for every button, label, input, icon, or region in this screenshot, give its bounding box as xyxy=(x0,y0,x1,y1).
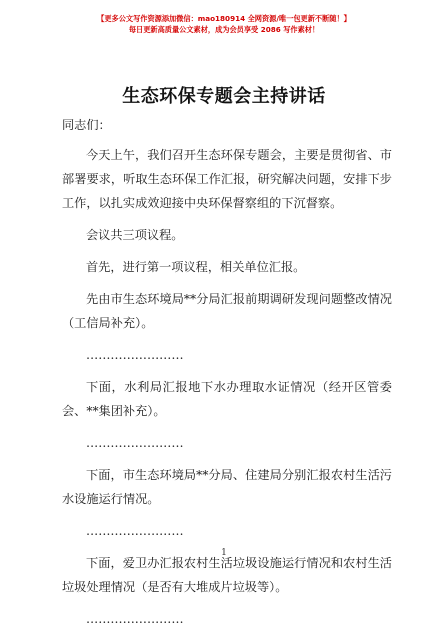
paragraph: 下面，市生态环境局**分局、住建局分别汇报农村生活污水设施运行情况。 xyxy=(62,468,392,506)
paragraph: 会议共三项议程。 xyxy=(86,228,184,242)
paragraph: 首先，进行第一项议程，相关单位汇报。 xyxy=(86,260,306,274)
ellipsis-line: …………………… xyxy=(86,436,184,450)
page-number: 1 xyxy=(221,548,227,558)
document-body xyxy=(62,113,392,639)
ellipsis-line: …………………… xyxy=(86,612,184,626)
ellipsis-line: …………………… xyxy=(86,524,184,538)
paragraph: 下面，爱卫办汇报农村生活垃圾设施运行情况和农村生活垃圾处理情况（是否有大堆成片垃圾等）。 xyxy=(62,556,392,594)
promo-banner xyxy=(0,13,448,35)
promo-banner-line-2: 每日更新高质量公文素材，成为会员享受 2086 写作素材！ xyxy=(128,25,320,34)
ellipsis-line: …………………… xyxy=(86,348,184,362)
document-title: 生态环保专题会主持讲话 xyxy=(122,86,326,107)
paragraph: 下面，水利局汇报地下水办理取水证情况（经开区管委会、**集团补充）。 xyxy=(62,380,392,418)
salutation: 同志们： xyxy=(62,118,111,132)
paragraph: 先由市生态环境局**分局汇报前期调研发现问题整改情况（工信局补充）。 xyxy=(62,292,392,330)
promo-banner-line-1: 【更多公文写作资源添加微信：mao180914 全网资源/唯一包更新不断随！】 xyxy=(97,14,351,23)
paragraph: 今天上午，我们召开生态环保专题会，主要是贯彻省、市部署要求，听取生态环保工作汇报，研究解决问题，安排下步工作，以扎实成效迎接中央环保督察组的下沉督察。 xyxy=(62,148,392,210)
